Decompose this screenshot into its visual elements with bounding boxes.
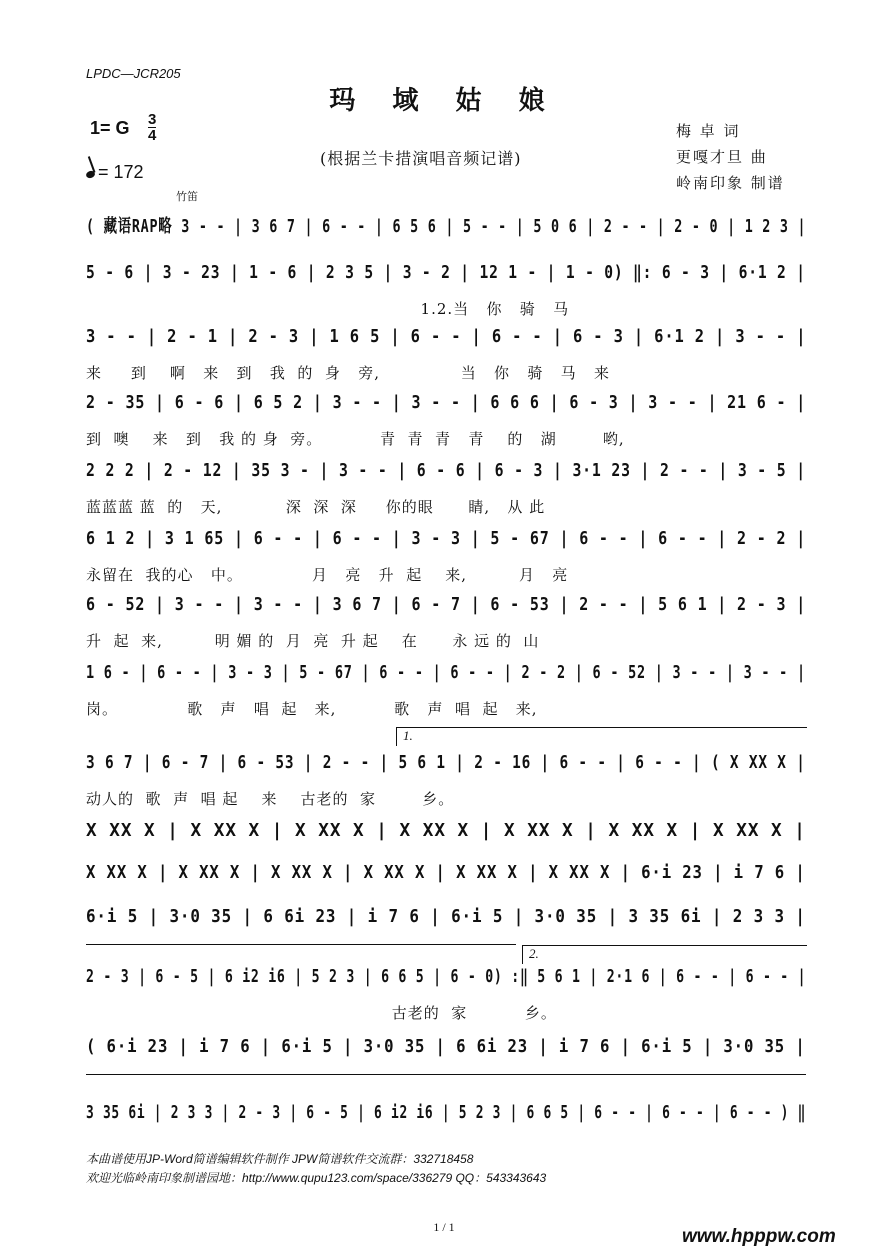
- lyricist-credit: 梅 卓 词: [676, 122, 741, 140]
- time-signature-top: 3: [148, 111, 157, 128]
- tempo-value: = 172: [98, 162, 144, 182]
- notation-line: 6 - 52 | 3 - - | 3 - - | 3 6 7 | 6 - 7 | 6 - 53 | 2 - - | 5 6 1 | 2 - 3 |: [86, 594, 807, 615]
- score-row: [86, 460, 806, 496]
- score-row: [86, 326, 806, 362]
- score-row: [86, 906, 806, 942]
- staff-divider-lower: [86, 1074, 806, 1075]
- quarter-note-icon: [85, 170, 96, 180]
- notation-line: 5 - 6 | 3 - 23 | 1 - 6 | 2 3 5 | 3 - 2 | 12 1 - | 1 - 0) ‖: 6 - 3 | 6·1 2 |: [86, 262, 806, 283]
- score-row: [86, 752, 806, 788]
- composer-credit: 更嘎才旦 曲: [676, 148, 768, 166]
- volta-first-ending: [396, 727, 807, 746]
- score-row: [86, 820, 806, 856]
- lyrics-line: 1.2.当 你 骑 马: [86, 300, 570, 318]
- footer-line-1: 本曲谱使用JP-Word简谱编辑软件制作 JPW简谱软件交流群：332718458: [86, 1152, 474, 1166]
- notation-line: 3 - - | 2 - 1 | 2 - 3 | 1 6 5 | 6 - - | 6 - - | 6 - 3 | 6·1 2 | 3 - - |: [86, 326, 807, 347]
- lyrics-line: 升 起 来, 明 媚 的 月 亮 升 起 在 永 远 的 山: [86, 632, 540, 650]
- song-title: 玛 域 姑 娘: [329, 86, 559, 116]
- staff-divider: [86, 944, 516, 945]
- notation-line: 2 2 2 | 2 - 12 | 35 3 - | 3 - - | 6 - 6 | 6 - 3 | 3·1 23 | 2 - - | 3 - 5 |: [86, 460, 806, 481]
- time-signature-bottom: 4: [148, 127, 157, 144]
- lyrics-line: 古老的 家 乡。: [86, 1004, 557, 1022]
- score-row: [86, 212, 806, 248]
- lyrics-line: 到 噢 来 到 我 的 身 旁。 青 青 青 青 的 湖 哟,: [86, 430, 625, 448]
- score-row: [86, 528, 806, 564]
- notation-line: 2 - 35 | 6 - 6 | 6 5 2 | 3 - - | 3 - - | 6 6 6 | 6 - 3 | 3 - - | 21 6 - |: [86, 392, 807, 413]
- notation-line: ( 6·i 23 | i 7 6 | 6·i 5 | 3·0 35 | 6 6i 23 | i 7 6 | 6·i 5 | 3·0 35 |: [86, 1036, 806, 1057]
- lyrics-line: 来 到 啊 来 到 我 的 身 旁, 当 你 骑 马 来: [86, 364, 610, 382]
- score-code: LPDC—JCR205: [86, 66, 181, 81]
- time-signature: [148, 112, 156, 143]
- page-number: 1 / 1: [433, 1220, 455, 1234]
- footer-line-2: 欢迎光临岭南印象制谱园地：http://www.qupu123.com/space/336279 QQ：543343643: [86, 1171, 547, 1185]
- subtitle: (根据兰卡措演唱音频记谱): [320, 149, 522, 168]
- site-watermark: www.hpppw.com: [682, 1226, 836, 1247]
- notation-line: 6 1 2 | 3 1 65 | 6 - - | 6 - - | 3 - 3 | 5 - 67 | 6 - - | 6 - - | 2 - 2 |: [86, 528, 807, 549]
- score-row: [86, 1102, 806, 1138]
- lyrics-line: 永留在 我的心 中。 月 亮 升 起 来, 月 亮: [86, 566, 569, 584]
- lyrics-line: 动人的 歌 声 唱 起 来 古老的 家 乡。: [86, 790, 455, 808]
- flute-label: 竹笛: [176, 190, 198, 203]
- notation-line: X XX X | X XX X | X XX X | X XX X | X XX X | X XX X | 6·i 23 | i 7 6 |: [86, 862, 806, 883]
- volta-second-ending: [522, 945, 807, 964]
- notation-line: 3 35 6i | 2 3 3 | 2 - 3 | 6 - 5 | 6 i2 i6 | 5 2 3 | 6 6 5 | 6 - - | 6 - - | 6 - - ) ‖: [86, 1102, 807, 1123]
- score-row: [86, 966, 806, 1002]
- notation-line: 1 6 - | 6 - - | 3 - 3 | 5 - 67 | 6 - - | 6 - - | 2 - 2 | 6 - 52 | 3 - - | 3 - - |: [86, 662, 806, 683]
- score-row: [86, 594, 806, 630]
- score-row: [86, 392, 806, 428]
- notation-line: 2 - 3 | 6 - 5 | 6 i2 i6 | 5 2 3 | 6 6 5 | 6 - 0) :‖ 5 6 1 | 2·1 6 | 6 - - | 6 - - |: [86, 966, 807, 987]
- lyrics-line: 岗。 歌 声 唱 起 来, 歌 声 唱 起 来,: [86, 700, 538, 718]
- tempo-marking: [86, 162, 144, 183]
- notation-line: X XX X | X XX X | X XX X | X XX X | X XX X | X XX X | X XX X |: [86, 820, 806, 841]
- score-row: [86, 862, 806, 898]
- notation-line: ( 藏语RAP略 3 - - | 3 6 7 | 6 - - | 6 5 6 | 5 - - | 5 0 6 | 2 - - | 2 - 0 | 1 2 3 |: [86, 216, 807, 237]
- notation-line: 6·i 5 | 3·0 35 | 6 6i 23 | i 7 6 | 6·i 5 | 3·0 35 | 3 35 6i | 2 3 3 |: [86, 906, 806, 927]
- arranger-credit: 岭南印象 制谱: [676, 174, 785, 192]
- score-row: [86, 262, 806, 298]
- key-signature: 1= G: [90, 118, 130, 138]
- volta-second-label: 2.: [529, 946, 539, 961]
- score-row: [86, 1036, 806, 1072]
- score-row: [86, 662, 806, 698]
- volta-first-label: 1.: [403, 728, 413, 743]
- lyrics-line: 蓝蓝蓝 蓝 的 天, 深 深 深 你的眼 睛, 从 此: [86, 498, 546, 516]
- notation-line: 3 6 7 | 6 - 7 | 6 - 53 | 2 - - | 5 6 1 | 2 - 16 | 6 - - | 6 - - | ( X XX X |: [86, 752, 806, 773]
